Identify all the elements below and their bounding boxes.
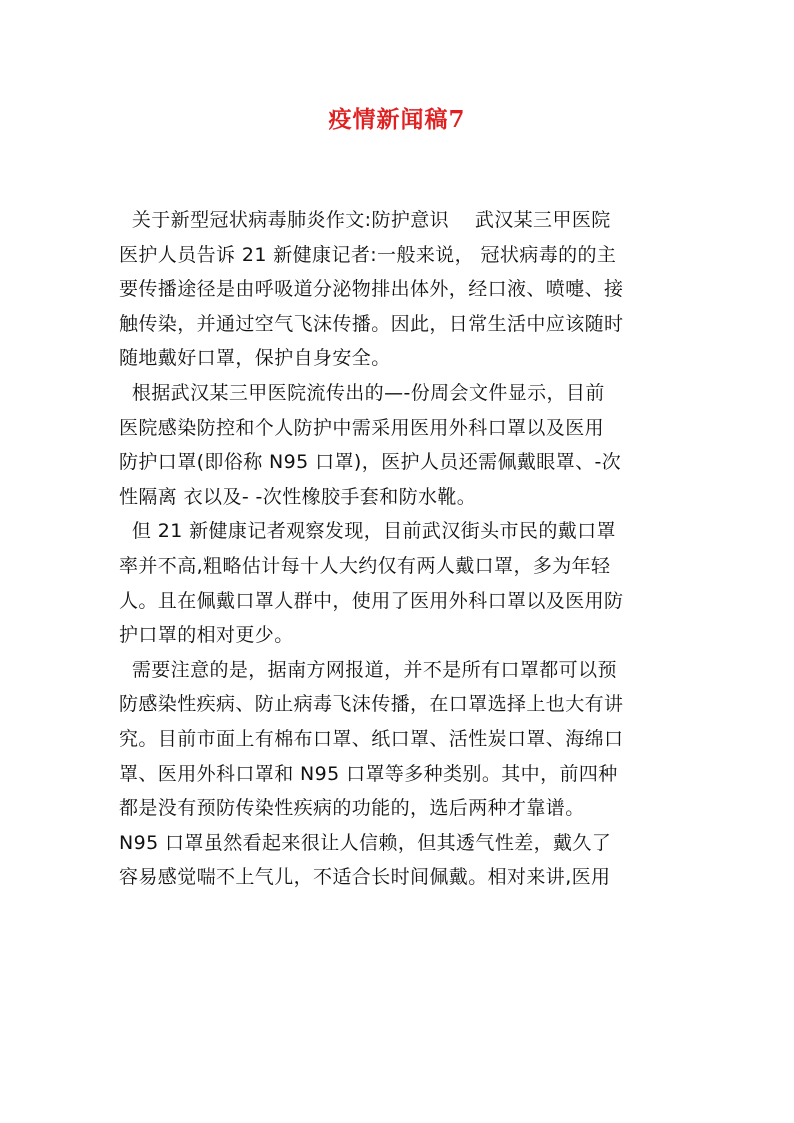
body-line: 随地戴好口罩，保护自身安全。 bbox=[119, 347, 391, 370]
body-line: 容易感觉喘不上气儿，不适合长时间佩戴。相对来讲,医用 bbox=[119, 866, 611, 889]
body-line: 都是没有预防传染性疾病的功能的，选后两种才靠谱。 bbox=[119, 797, 585, 820]
body-line: 性隔离 衣以及- -次性橡胶手套和防水靴。 bbox=[119, 485, 477, 508]
body-line: 但 21 新健康记者观察发现，目前武汉街头市民的戴口罩 bbox=[119, 520, 616, 543]
body-line: 需要注意的是，据南方网报道，并不是所有口罩都可以预 bbox=[119, 658, 617, 681]
body-line: 根据武汉某三甲医院流传出的—-份周会文件显示，目前 bbox=[119, 381, 605, 404]
body-line: 关于新型冠状病毒肺炎作文:防护意识 武汉某三甲医院 bbox=[119, 209, 611, 231]
body-line: 医院感染防控和个人防护中需采用医用外科口罩以及医用 bbox=[119, 416, 605, 439]
body-line: 防感染性疾病、防止病毒飞沫传播，在口罩选择上也大有讲 bbox=[119, 693, 624, 716]
body-line: 医护人员告诉 21 新健康记者:一般来说， 冠状病毒的的主 bbox=[119, 243, 617, 266]
body-line: 率并不高,粗略估计每十人大约仅有两人戴口罩，多为年轻 bbox=[119, 554, 611, 577]
body-line: 护口罩的相对更少。 bbox=[119, 624, 294, 647]
body-line: 防护口罩(即俗称 N95 口罩)，医护人员还需佩戴眼罩、-次 bbox=[119, 451, 622, 474]
body-line: 罩、医用外科口罩和 N95 口罩等多种类别。其中，前四种 bbox=[119, 762, 618, 785]
body-line: 触传染，并通过空气飞沫传播。因此，日常生活中应该随时 bbox=[119, 312, 624, 335]
body-line: 要传播途径是由呼吸道分泌物排出体外，经口液、喷嚏、接 bbox=[119, 278, 624, 301]
body-line: 究。目前市面上有棉布口罩、纸口罩、活性炭口罩、海绵口 bbox=[119, 727, 624, 750]
body-line: N95 口罩虽然看起来很让人信赖，但其透气性差，戴久了 bbox=[119, 831, 612, 854]
document-body bbox=[119, 203, 679, 895]
document-title: 疫情新闻稿7 bbox=[328, 106, 466, 133]
body-line: 人。且在佩戴口罩人群中，使用了医用外科口罩以及医用防 bbox=[119, 589, 624, 612]
